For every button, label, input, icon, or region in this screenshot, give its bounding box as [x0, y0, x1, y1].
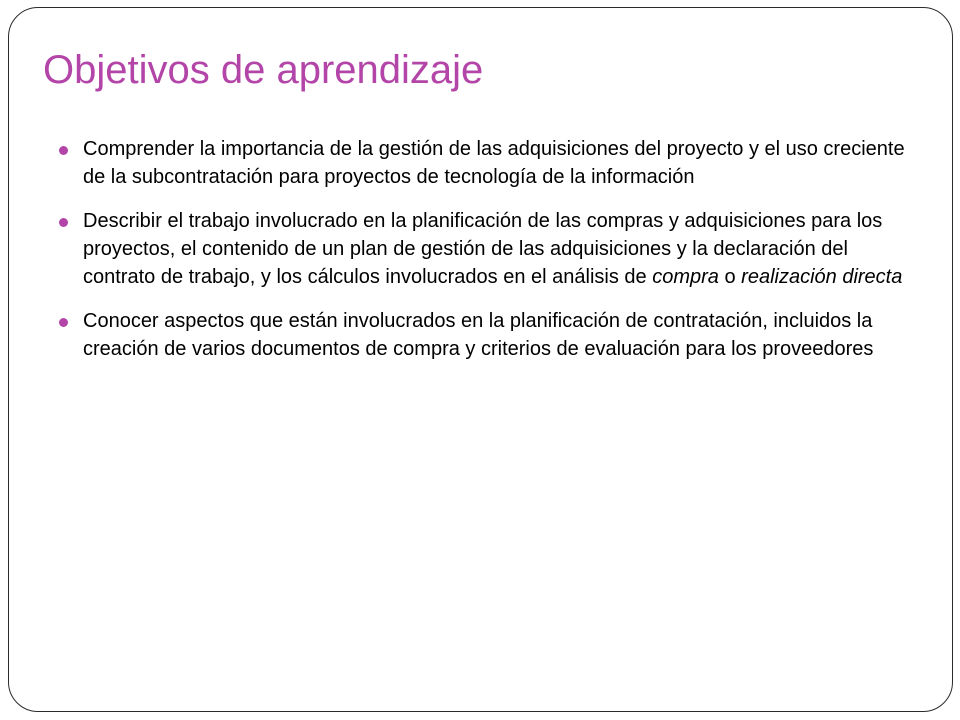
bullet-dot-icon	[59, 318, 68, 327]
slide-title: Objetivos de aprendizaje	[43, 48, 484, 92]
bullet-item	[59, 307, 919, 363]
bullet-dot-icon	[59, 146, 68, 155]
bullet-list	[59, 135, 919, 379]
slide-frame	[8, 7, 953, 712]
italic-term-compra: compra	[652, 266, 719, 288]
bullet-text-part: o	[718, 266, 742, 288]
bullet-text: Comprender la importancia de la gestión de las adquisiciones del proyecto y el uso creciente de la subcontratación para proyectos de tecnología de la información	[83, 138, 905, 188]
italic-term-realizacion-directa: realización directa	[741, 266, 903, 288]
bullet-text: Conocer aspectos que están involucrados en la planificación de contratación, incluidos la creación de varios documentos de compra y criterios de evaluación para los proveedores	[83, 310, 874, 360]
bullet-item	[59, 207, 919, 291]
bullet-dot-icon	[59, 218, 68, 227]
bullet-text	[83, 210, 902, 288]
bullet-text-part: Describir el trabajo involucrado en la planificación de las compras y adquisiciones para los proyectos, el contenido de un plan de gestión de las adquisiciones y la declaración del contrato de trabajo, y los cálculos involucrados en el análisis de	[83, 210, 883, 288]
bullet-item	[59, 135, 919, 191]
